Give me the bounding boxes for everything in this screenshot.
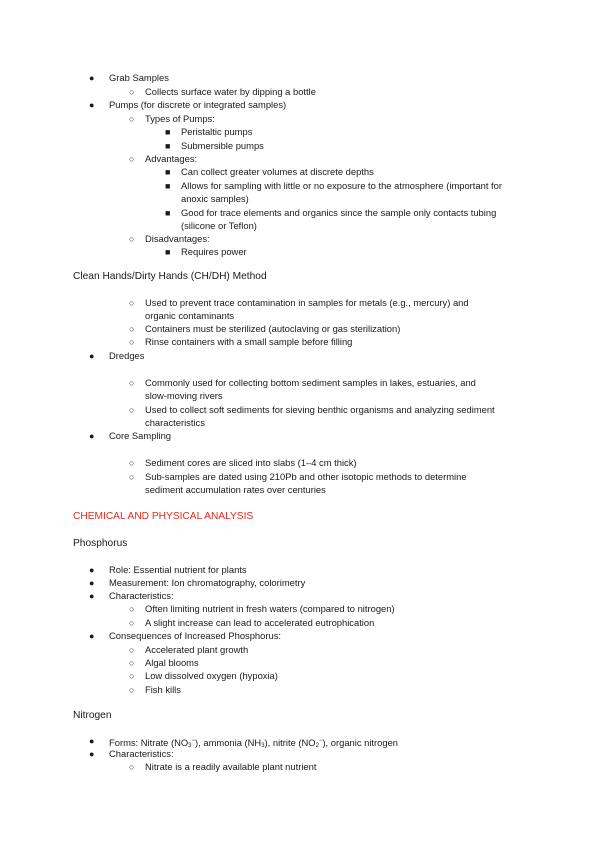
square-bullet: ■ (165, 141, 171, 151)
phosphorus-cons-2: Algal blooms (145, 657, 199, 668)
disadvantage-1-item: Requires power (181, 246, 247, 257)
advantage-2-line2: anoxic samples) (181, 193, 249, 204)
phosphorus-char-1: Often limiting nutrient in fresh waters (compared to nitrogen) (145, 603, 395, 614)
nitrogen-char-1: Nitrate is a readily available plant nutrient (145, 761, 317, 772)
clean-hands-item-1-line2: organic contaminants (145, 310, 235, 321)
circle-bullet: ○ (129, 604, 135, 614)
clean-hands-heading: Clean Hands/Dirty Hands (CH/DH) Method (73, 271, 267, 282)
circle-bullet: ○ (129, 298, 135, 308)
disc-bullet: ● (89, 565, 95, 575)
dredge-1-line1: Commonly used for collecting bottom sediment samples in lakes, estuaries, and (145, 377, 476, 388)
phosphorus-heading: Phosphorus (73, 538, 128, 549)
types-of-pumps-item: Types of Pumps: (145, 113, 215, 124)
dredge-1-line2: slow-moving rivers (145, 390, 223, 401)
submersible-item: Submersible pumps (181, 140, 264, 151)
nitrite-subscript: 2 (315, 743, 319, 749)
phosphorus-consequences: Consequences of Increased Phosphorus: (109, 630, 281, 641)
core-sampling-item: Core Sampling (109, 430, 172, 441)
dredge-2-line1: Used to collect soft sediments for sieving benthic organisms and analyzing sediment (145, 404, 495, 415)
circle-bullet: ○ (129, 378, 135, 388)
nitrate-superscript: − (191, 738, 196, 744)
circle-bullet: ○ (129, 762, 135, 772)
advantage-2-line1: Allows for sampling with little or no exposure to the atmosphere (important for (181, 180, 502, 191)
nitrate-subscript: 3 (188, 743, 192, 749)
disc-bullet: ● (89, 736, 95, 746)
core-2-line1: Sub-samples are dated using 210Pb and other isotopic methods to determine (145, 471, 467, 482)
circle-bullet: ○ (129, 671, 135, 681)
dredge-2-line2: characteristics (145, 417, 205, 428)
phosphorus-cons-4: Fish kills (145, 684, 181, 695)
nitrogen-forms-nitrite: ), nitrite (NO (264, 737, 316, 748)
advantage-1-item: Can collect greater volumes at discrete depths (181, 166, 374, 177)
circle-bullet: ○ (129, 154, 135, 164)
circle-bullet: ○ (129, 234, 135, 244)
circle-bullet: ○ (129, 472, 135, 482)
grab-samples-item: Grab Samples (109, 72, 169, 83)
advantage-3-line1: Good for trace elements and organics since the sample only contacts tubing (181, 207, 497, 218)
nitrogen-forms-end: ), organic nitrogen (322, 737, 399, 748)
disc-bullet: ● (89, 351, 95, 361)
square-bullet: ■ (165, 208, 171, 218)
phosphorus-char-2: A slight increase can lead to accelerated eutrophication (145, 617, 375, 628)
phosphorus-cons-1: Accelerated plant growth (145, 644, 249, 655)
circle-bullet: ○ (129, 337, 135, 347)
circle-bullet: ○ (129, 405, 135, 415)
advantage-3-line2: (silicone or Teflon) (181, 220, 257, 231)
clean-hands-item-3: Rinse containers with a small sample before filling (145, 336, 353, 347)
circle-bullet: ○ (129, 645, 135, 655)
square-bullet: ■ (165, 127, 171, 137)
nitrogen-characteristics: Characteristics: (109, 748, 174, 759)
core-1-item: Sediment cores are sliced into slabs (1–4 cm thick) (145, 457, 357, 468)
square-bullet: ■ (165, 181, 171, 191)
circle-bullet: ○ (129, 87, 135, 97)
phosphorus-measurement: Measurement: Ion chromatography, colorimetry (109, 577, 306, 588)
peristaltic-item: Peristaltic pumps (181, 126, 253, 137)
nitrite-superscript: − (318, 738, 323, 744)
circle-bullet: ○ (129, 685, 135, 695)
nitrogen-forms-ammonia: ), ammonia (NH (195, 737, 262, 748)
disc-bullet: ● (89, 749, 95, 759)
ammonia-subscript: 3 (261, 743, 265, 749)
nitrogen-forms-prefix: Forms: Nitrate (NO (109, 737, 189, 748)
core-2-line2: sediment accumulation rates over centuries (145, 484, 326, 495)
phosphorus-characteristics: Characteristics: (109, 590, 174, 601)
circle-bullet: ○ (129, 114, 135, 124)
clean-hands-item-1-line1: Used to prevent trace contamination in samples for metals (e.g., mercury) and (145, 297, 469, 308)
dredges-item: Dredges (109, 350, 145, 361)
phosphorus-role: Role: Essential nutrient for plants (109, 564, 247, 575)
circle-bullet: ○ (129, 658, 135, 668)
disc-bullet: ● (89, 631, 95, 641)
square-bullet: ■ (165, 247, 171, 257)
nitrogen-heading: Nitrogen (73, 710, 112, 721)
clean-hands-item-2: Containers must be sterilized (autoclaving or gas sterilization) (145, 323, 401, 334)
pumps-item: Pumps (for discrete or integrated samples) (109, 99, 287, 110)
square-bullet: ■ (165, 167, 171, 177)
phosphorus-cons-3: Low dissolved oxygen (hypoxia) (145, 670, 278, 681)
disc-bullet: ● (89, 431, 95, 441)
disc-bullet: ● (89, 578, 95, 588)
circle-bullet: ○ (129, 458, 135, 468)
circle-bullet: ○ (129, 618, 135, 628)
chemical-physical-heading: CHEMICAL AND PHYSICAL ANALYSIS (73, 511, 254, 522)
advantages-item: Advantages: (145, 153, 198, 164)
disc-bullet: ● (89, 100, 95, 110)
circle-bullet: ○ (129, 324, 135, 334)
disc-bullet: ● (89, 73, 95, 83)
disadvantages-item: Disadvantages: (145, 233, 210, 244)
disc-bullet: ● (89, 591, 95, 601)
grab-desc-item: Collects surface water by dipping a bottle (145, 86, 316, 97)
